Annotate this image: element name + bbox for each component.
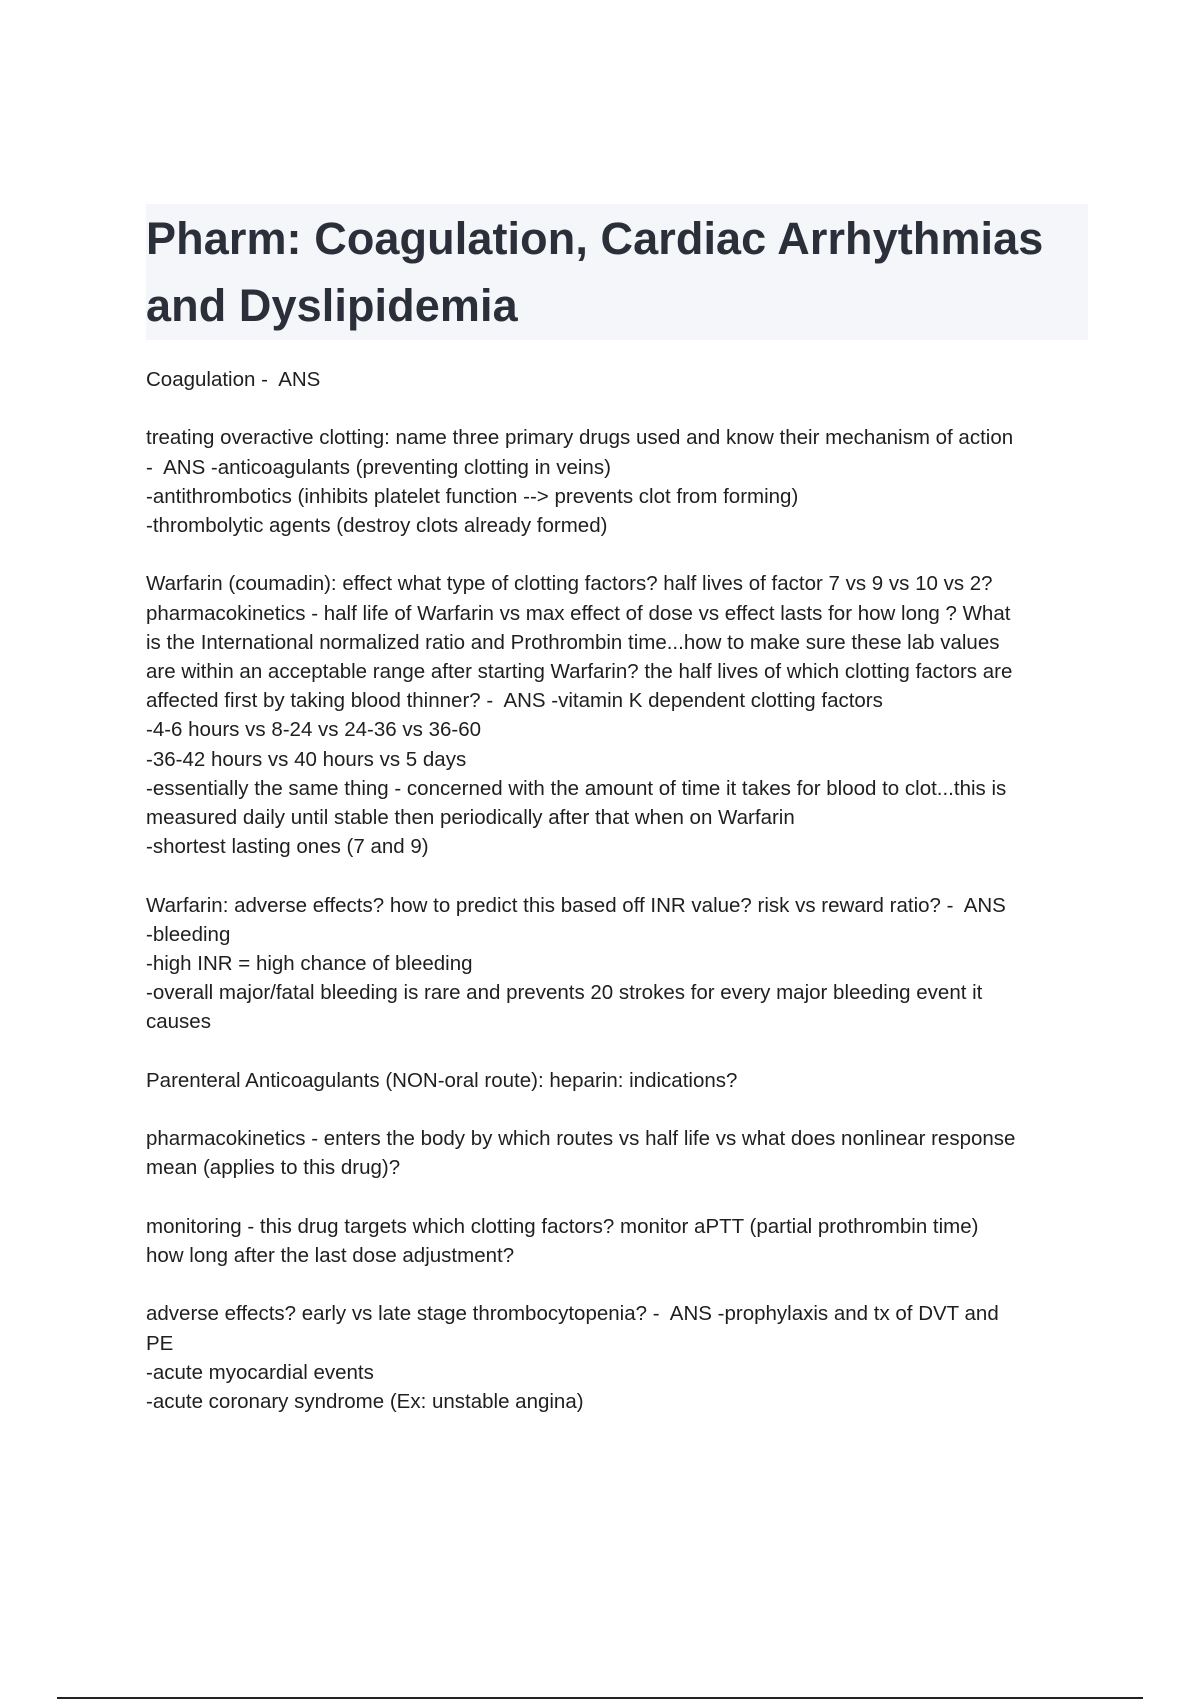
footer-divider [57, 1697, 1143, 1699]
text-line: monitoring - this drug targets which clotting factors? monitor aPTT (partial prothrombin time) [146, 1214, 979, 1238]
text-line: affected first by taking blood thinner? - ANS -vitamin K dependent clotting factors [146, 689, 883, 713]
text-line: pharmacokinetics - half life of Warfarin vs max effect of dose vs effect lasts for how long ? What [146, 601, 1011, 625]
text-line: -thrombolytic agents (destroy clots already formed) [146, 514, 608, 537]
text-line: -bleeding [146, 922, 231, 946]
text-line: PE [146, 1331, 174, 1355]
title-banner [146, 204, 1088, 340]
text-line: mean (applies to this drug)? [146, 1156, 401, 1180]
title-line: and Dyslipidemia [146, 280, 518, 331]
paragraph-coagulation [146, 365, 1096, 394]
text-line: Warfarin: adverse effects? how to predict this based off INR value? risk vs reward ratio? - ANS [146, 893, 1006, 917]
text-line: is the International normalized ratio and Prothrombin time...how to make sure these lab values [146, 630, 1000, 654]
text-line: -high INR = high chance of bleeding [146, 952, 473, 976]
text-line: -antithrombotics (inhibits platelet function --> prevents clot from forming) [146, 484, 799, 508]
text-line: pharmacokinetics - enters the body by which routes vs half life vs what does nonlinear response [146, 1127, 1016, 1151]
paragraph-parenteral [146, 1066, 1096, 1095]
text-line: Coagulation - ANS [146, 368, 321, 391]
text-line: measured daily until stable then periodically after that when on Warfarin [146, 806, 795, 830]
text-line: -36-42 hours vs 40 hours vs 5 days [146, 747, 467, 771]
text-line: - ANS -anticoagulants (preventing clotting in veins) [146, 455, 611, 479]
text-line: -overall major/fatal bleeding is rare and prevents 20 strokes for every major bleeding event it [146, 981, 983, 1005]
text-line: how long after the last dose adjustment? [146, 1244, 515, 1267]
text-line: -essentially the same thing - concerned with the amount of time it takes for blood to clot...this is [146, 776, 1007, 800]
text-line: Warfarin (coumadin): effect what type of clotting factors? half lives of factor 7 vs 9 vs 10 vs 2? [146, 572, 993, 596]
paragraph-overactive-clotting [146, 423, 1096, 540]
paragraph-heparin-adverse [146, 1299, 1096, 1416]
text-line: treating overactive clotting: name three primary drugs used and know their mechanism of action [146, 426, 1014, 450]
paragraph-monitoring [146, 1212, 1096, 1270]
page-title [146, 204, 1088, 339]
text-line: causes [146, 1010, 211, 1034]
paragraph-pharmacokinetics [146, 1124, 1096, 1182]
document-body [146, 365, 1096, 1445]
paragraph-warfarin-factors [146, 569, 1096, 861]
text-line: Parenteral Anticoagulants (NON-oral route): heparin: indications? [146, 1068, 738, 1092]
text-line: -4-6 hours vs 8-24 vs 24-36 vs 36-60 [146, 718, 481, 742]
paragraph-warfarin-adverse [146, 891, 1096, 1037]
text-line: -shortest lasting ones (7 and 9) [146, 835, 429, 859]
title-line: Pharm: Coagulation, Cardiac Arrhythmias [146, 213, 1044, 264]
text-line: -acute coronary syndrome (Ex: unstable angina) [146, 1390, 584, 1413]
text-line: adverse effects? early vs late stage thrombocytopenia? - ANS -prophylaxis and tx of DVT and [146, 1302, 999, 1326]
text-line: -acute myocardial events [146, 1360, 374, 1384]
text-line: are within an acceptable range after starting Warfarin? the half lives of which clotting factors are [146, 660, 1013, 683]
